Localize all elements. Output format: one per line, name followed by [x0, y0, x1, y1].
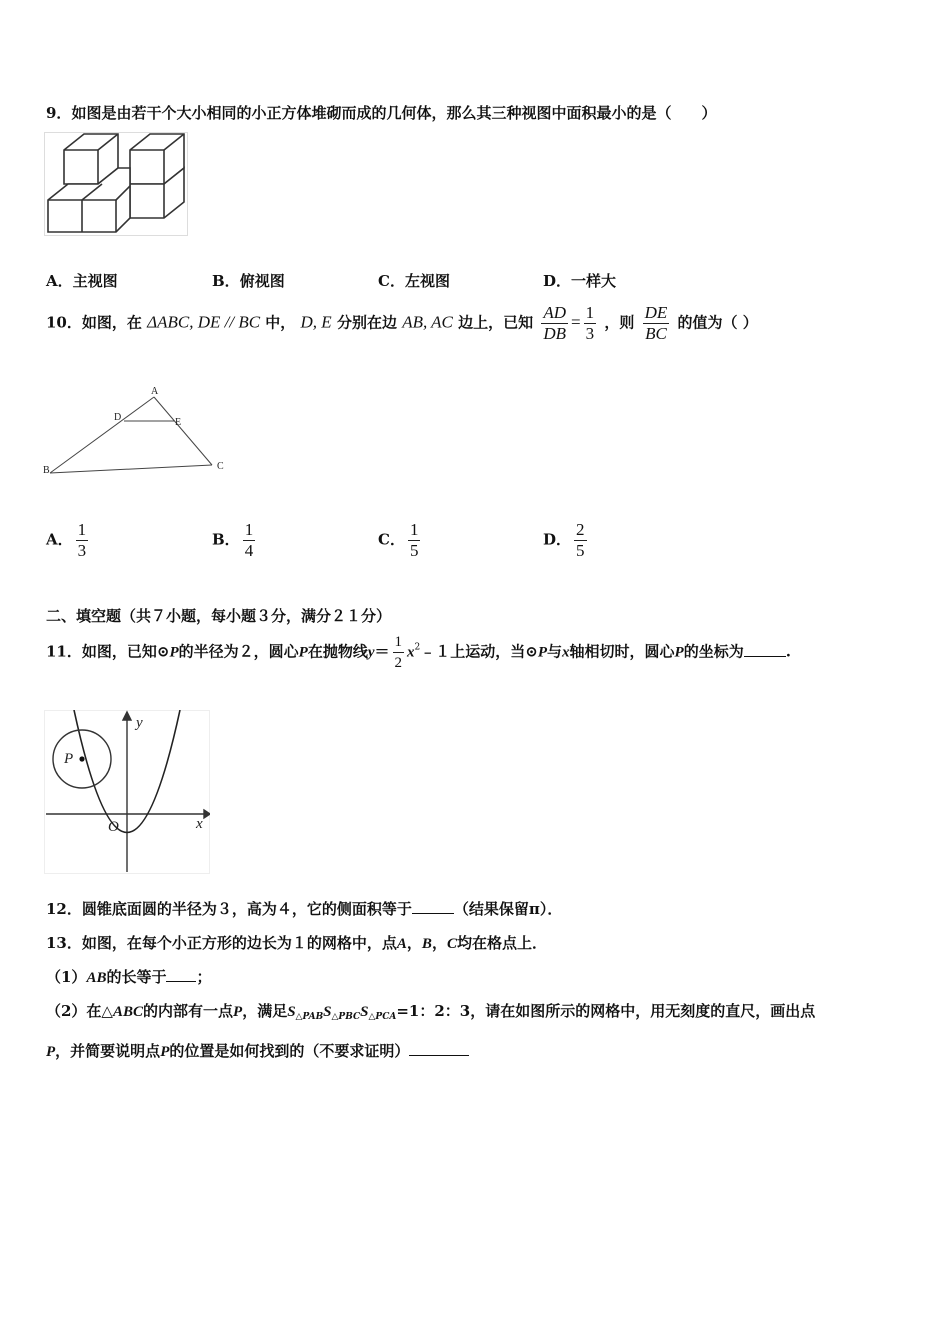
label-x: x	[196, 816, 203, 832]
label-b: B	[43, 465, 50, 476]
q13-part1-blank[interactable]	[166, 967, 196, 982]
q10-option-d[interactable]: D． $\frac{2}{5}$	[543, 520, 585, 560]
q11-answer-blank[interactable]	[744, 642, 786, 657]
q9-option-a[interactable]: A．主视图	[46, 272, 118, 290]
q9-option-d[interactable]: D．一样大	[543, 272, 617, 290]
triangle-figure	[40, 385, 240, 480]
q13-stem: 13．如图，在每个小正方形的边长为１的网格中，点A，B，C均在格点上．	[46, 934, 547, 952]
q9-option-c[interactable]: C．左视图	[378, 272, 450, 290]
q13-part2: （2）在△ABC的内部有一点P，满足$S_{\triangle PAB}S_{\triangle PBC}S_{\triangle PCA}=1$：2：3，请在如图所示的网格中，用无刻度的直尺，画出点	[46, 1002, 816, 1022]
fraction-option-c: $\frac{1}{5}$	[409, 520, 419, 560]
label-a: A	[151, 386, 159, 397]
q10-option-c[interactable]: C． $\frac{1}{5}$	[378, 520, 419, 560]
label-y: y	[136, 715, 143, 731]
section-title: 二、填空题（共７小题，每小题３分，满分２１分）	[46, 607, 392, 625]
q13-part1: （1）AB的长等于 ；	[46, 968, 212, 986]
cube-stack-figure	[44, 132, 188, 236]
fraction-one-third: $\frac{1}{3}$	[585, 303, 595, 343]
q9-stem: 9．如图是由若干个大小相同的小正方体堆砌而成的几何体，那么其三种视图中面积最小的是（ ）	[46, 104, 717, 122]
q12-answer-blank[interactable]	[412, 899, 454, 914]
fraction-de-bc: $\frac{DE}{BC}$	[644, 303, 668, 343]
q12-stem: 12．圆锥底面圆的半径为３，高为４，它的侧面积等于 （结果保留π）．	[46, 900, 563, 918]
fraction-option-a: $\frac{1}{3}$	[77, 520, 87, 560]
q10-option-a[interactable]: A． $\frac{1}{3}$	[46, 520, 87, 560]
fraction-ad-db: $\frac{AD}{DB}$	[543, 303, 567, 343]
label-p: P	[64, 751, 74, 767]
q10-stem: 10．如图，在 ΔABC, DE // BC 中， D, E 分别在边 AB, AC 边上，已知 $\frac{AD}{DB}$ = $\frac{1}{3}$ ，则 $\frac{DE}{BC}$ 的值为（ ）	[46, 303, 758, 343]
q13-part2-cont: P，并简要说明点P的位置是如何找到的（不要求证明）	[46, 1040, 469, 1061]
label-o: O	[108, 819, 119, 835]
q11-stem: 11．如图，已知⊙P的半径为２，圆心P在抛物线y＝ $\frac{1}{2}$ $x^2﹣1$上运动，当⊙P与x轴相切时，圆心P的坐标为 .	[46, 634, 791, 671]
label-c: C	[217, 461, 224, 472]
label-e: E	[175, 417, 182, 428]
fraction-option-d: $\frac{2}{5}$	[576, 520, 585, 560]
q13-part2-blank[interactable]	[409, 1041, 469, 1056]
label-d: D	[114, 412, 122, 423]
fraction-option-b: $\frac{1}{4}$	[244, 520, 254, 560]
parabola-figure	[44, 710, 210, 874]
q10-option-b[interactable]: B． $\frac{1}{4}$	[212, 520, 254, 560]
fraction-one-half: $\frac{1}{2}$	[394, 634, 403, 671]
q9-option-b[interactable]: B．俯视图	[212, 272, 285, 290]
